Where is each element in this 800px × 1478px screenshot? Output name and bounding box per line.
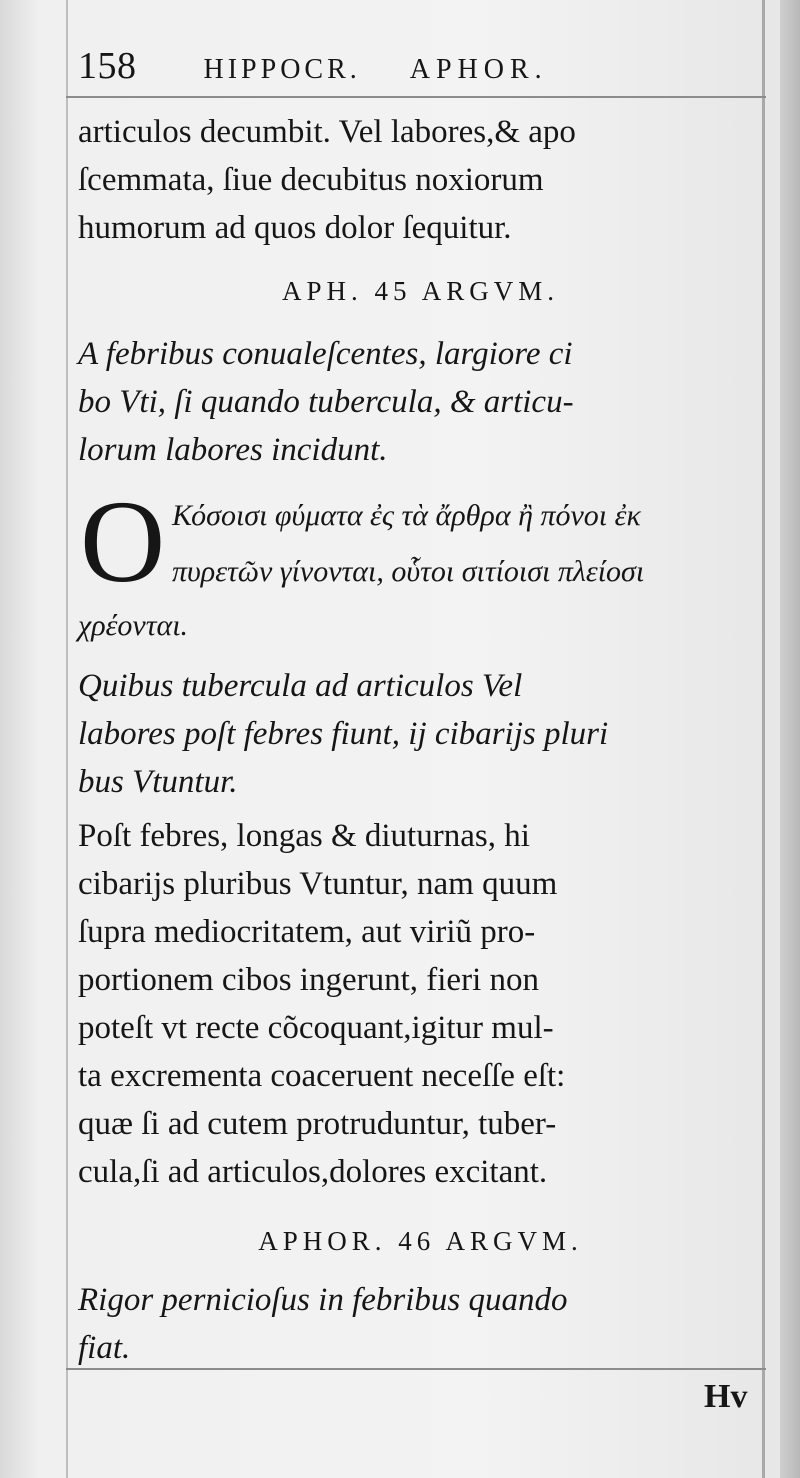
aphorism-45-argument	[78, 330, 763, 474]
text-line: ſcemmata, ſiue decubitus noxiorum	[78, 162, 544, 198]
catchword: Hv	[704, 1378, 748, 1415]
page-left-edge	[66, 0, 68, 1478]
text-line: articulos decumbit. Vel labores,& apo	[78, 114, 576, 150]
text-line: cula,ſi ad articulos,dolores excitant.	[78, 1154, 548, 1190]
text-line: cibarijs pluribus Vtuntur, nam quum	[78, 866, 558, 902]
text-line: portionem cibos ingerunt, fieri non	[78, 962, 539, 998]
text-line: poteſt vt recte cõcoquant,igitur mul-	[78, 1010, 554, 1046]
greek-line: πυρετῶν γίνονται, οὗτοι σιτίοισι πλείοσι	[172, 555, 645, 588]
aphorism-46-heading: APHOR. 46 ARGVM.	[258, 1226, 583, 1256]
aphorism-45-heading: APH. 45 ARGVM.	[281, 276, 560, 306]
header-title-right: APHOR.	[409, 54, 548, 85]
running-header	[78, 44, 758, 88]
aphorism-46-argument	[78, 1276, 763, 1372]
greek-line: Κόσοισι φύματα ἐς τὰ ἄρθρα ἢ πόνοι ἐκ	[172, 499, 641, 532]
text-line: ſupra mediocritatem, aut viriũ pro-	[78, 914, 536, 950]
text-line: Poſt febres, longas & diuturnas, hi	[78, 818, 530, 854]
text-line: bo Vti, ſi quando tubercula, & articu-	[78, 384, 574, 420]
text-line: humorum ad quos dolor ſequitur.	[78, 210, 512, 246]
page-number: 158	[78, 45, 137, 87]
text-line: Rigor pernicioſus in febribus quando	[78, 1282, 568, 1318]
paragraph-continued	[78, 108, 763, 252]
header-title-left: HIPPOCR.	[203, 54, 361, 85]
header-rule	[66, 96, 766, 98]
aphorism-45-latin	[78, 662, 763, 806]
text-line: lorum labores incidunt.	[78, 432, 388, 468]
text-line: quæ ſi ad cutem protruduntur, tuber-	[78, 1106, 557, 1142]
text-line: Quibus tubercula ad articulos Vel	[78, 668, 523, 704]
commentary-paragraph	[78, 812, 763, 1196]
text-line: fiat.	[78, 1330, 131, 1366]
greek-line: χρέονται.	[78, 609, 189, 642]
text-line: labores poſt febres fiunt, ij cibarijs pluri	[78, 716, 609, 752]
text-line: A febribus conualeſcentes, largiore ci	[78, 336, 573, 372]
page-gutter	[780, 0, 800, 1478]
text-line: ta excrementa coaceruent neceſſe eſt:	[78, 1058, 566, 1094]
drop-capital: O	[80, 476, 166, 607]
text-line: bus Vtuntur.	[78, 764, 238, 800]
